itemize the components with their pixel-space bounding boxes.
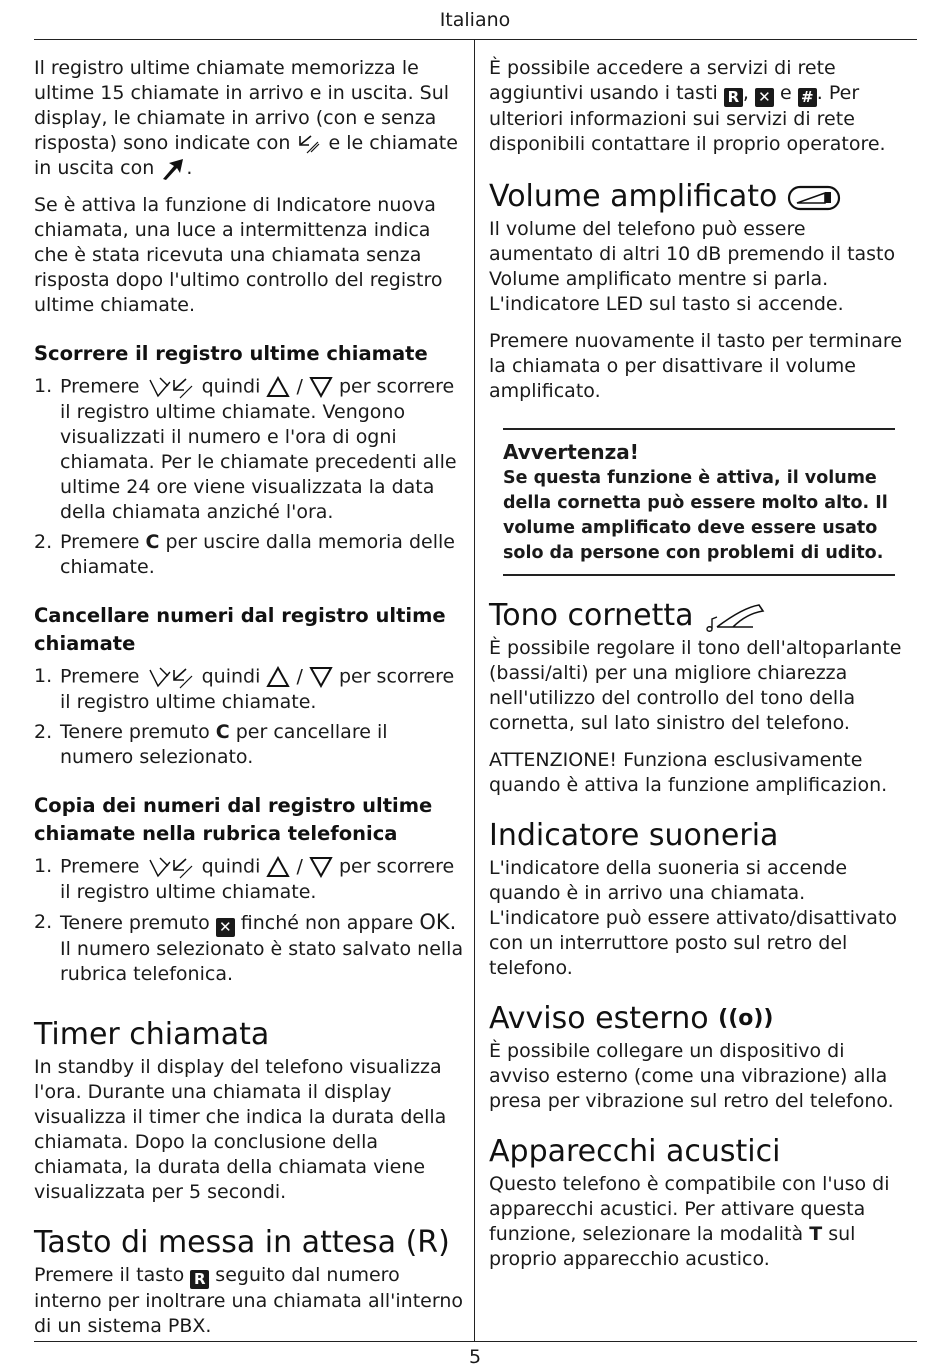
- external-alert-heading: Avviso esterno ((o)): [489, 1001, 774, 1036]
- delete-numbers-heading: Cancellare numeri dal registro ultime chiamate: [34, 604, 446, 655]
- left-column: [34, 56, 464, 1339]
- volume-body-1: Il volume del telefono può essere aumentato di altri 10 dB premendo il tasto Volume amplificato mentre si parla. L'indicatore LED sul tasto si accende.: [489, 218, 896, 315]
- external-alert-body: È possibile collegare un dispositivo di avviso esterno (come una vibrazione) alla presa per vibrazione sul retro del telefono.: [489, 1040, 894, 1112]
- delete-numbers-steps: [34, 664, 464, 770]
- down-arrow-icon: [309, 856, 333, 878]
- star-key-icon: ✕: [216, 918, 235, 937]
- external-alert-icon: ((o)): [718, 1006, 774, 1031]
- hold-key-body: Premere il tasto R seguito dal numero interno per inoltrare una chiamata all'interno di un sistema PBX.: [34, 1264, 463, 1337]
- ringer-indicator-body: L'indicatore della suoneria si accende quando è in arrivo una chiamata. L'indicatore può essere attivato/disattivato con un interruttore posto sul retro del telefono.: [489, 857, 898, 979]
- scroll-log-steps: [34, 374, 464, 580]
- right-column: [489, 56, 909, 1272]
- copy-numbers-heading: Copia dei numeri dal registro ultime chiamate nella rubrica telefonica: [34, 794, 433, 845]
- r-key-icon: R: [724, 88, 743, 107]
- ringer-indicator-heading: Indicatore suoneria: [489, 818, 779, 853]
- r-key-icon: R: [190, 1270, 209, 1289]
- handset-tone-body-2: ATTENZIONE! Funziona esclusivamente quando è attiva la funzione amplificazion.: [489, 749, 888, 796]
- list-item: 1. Premere quindi / per scorrere il registro ultime chiamate.: [34, 665, 455, 713]
- outgoing-call-icon: [160, 157, 186, 181]
- call-log-icon: [146, 854, 196, 880]
- hold-key-heading: Tasto di messa in attesa (R): [34, 1225, 450, 1260]
- header-rule: [34, 39, 917, 40]
- hash-key-icon: #: [798, 88, 817, 107]
- hearing-aids-body: Questo telefono è compatibile con l'uso di apparecchi acustici. Per attivare questa funzione, selezionare la modalità T sul proprio apparecchio acustico.: [489, 1173, 890, 1270]
- incoming-call-icon: [296, 133, 322, 155]
- up-arrow-icon: [266, 376, 290, 398]
- list-item: 1. Premere quindi / per scorrere il registro ultime chiamate.: [34, 855, 455, 903]
- column-divider: [474, 40, 475, 1342]
- call-log-icon: [146, 664, 196, 690]
- list-item: 2. Tenere premuto C per cancellare il numero selezionato.: [34, 721, 388, 768]
- down-arrow-icon: [309, 666, 333, 688]
- list-item: 2. Tenere premuto ✕ finché non appare OK. Il numero selezionato è stato salvato nella rubrica telefonica.: [34, 910, 464, 985]
- star-key-icon: ✕: [755, 88, 774, 107]
- volume-boost-icon: [787, 184, 841, 212]
- scroll-log-heading: Scorrere il registro ultime chiamate: [34, 342, 428, 365]
- warning-title: Avvertenza!: [503, 440, 639, 464]
- volume-heading: Volume amplificato: [489, 179, 909, 215]
- list-item: 2. Premere C per uscire dalla memoria delle chiamate.: [34, 531, 455, 578]
- copy-numbers-steps: [34, 854, 464, 987]
- handset-tone-heading: Tono cornetta: [489, 598, 909, 634]
- intro-paragraph-1: Il registro ultime chiamate memorizza le ultime 15 chiamate in arrivo e in uscita. Sul display, le chiamate in arrivo (con e senza risposta) sono indicate con e le chiamate in uscita con .: [34, 57, 458, 179]
- page-header-language: Italiano: [439, 9, 511, 31]
- down-arrow-icon: [309, 376, 333, 398]
- handset-tone-body-1: È possibile regolare il tono dell'altoparlante (bassi/alti) per una migliore chiarezza nell'utilizzo del controllo del tono della cornetta, sul lato sinistro del telefono.: [489, 637, 902, 734]
- up-arrow-icon: [266, 856, 290, 878]
- call-log-icon: [146, 374, 196, 400]
- handset-tone-icon: [703, 601, 767, 633]
- list-item: 1. Premere quindi / per scorrere il registro ultime chiamate. Vengono visualizzati il numero e l'ora di ogni chiamata. Per le chiamate precedenti alle ultime 24 ore viene visualizzata la data della chiamata anziché l'ora.: [34, 375, 457, 523]
- timer-body: In standby il display del telefono visualizza l'ora. Durante una chiamata il display visualizza il timer che indica la durata della chiamata. Dopo la conclusione della chiamata, la durata della chiamata viene visualizzata per 5 secondi.: [34, 1056, 447, 1203]
- warning-body: Se questa funzione è attiva, il volume della cornetta può essere molto alto. Il volume amplificato deve essere usato solo da persone con problemi di udito.: [503, 468, 888, 563]
- hearing-aids-heading: Apparecchi acustici: [489, 1134, 781, 1169]
- up-arrow-icon: [266, 666, 290, 688]
- footer-rule: [34, 1341, 917, 1342]
- warning-box: [503, 428, 895, 576]
- timer-heading: Timer chiamata: [34, 1017, 270, 1052]
- volume-body-2: Premere nuovamente il tasto per terminare la chiamata o per disattivare il volume amplificato.: [489, 330, 903, 402]
- network-services-paragraph: È possibile accedere a servizi di rete aggiuntivi usando i tasti R , ✕ e # . Per ulteriori informazioni sui servizi di rete disponibili contattare il proprio operatore.: [489, 57, 886, 155]
- intro-paragraph-2: Se è attiva la funzione di Indicatore nuova chiamata, una luce a intermittenza indica che è stata ricevuta una chiamata senza risposta dopo l'ultimo controllo del registro ultime chiamate.: [34, 194, 443, 316]
- page-number: 5: [468, 1346, 482, 1368]
